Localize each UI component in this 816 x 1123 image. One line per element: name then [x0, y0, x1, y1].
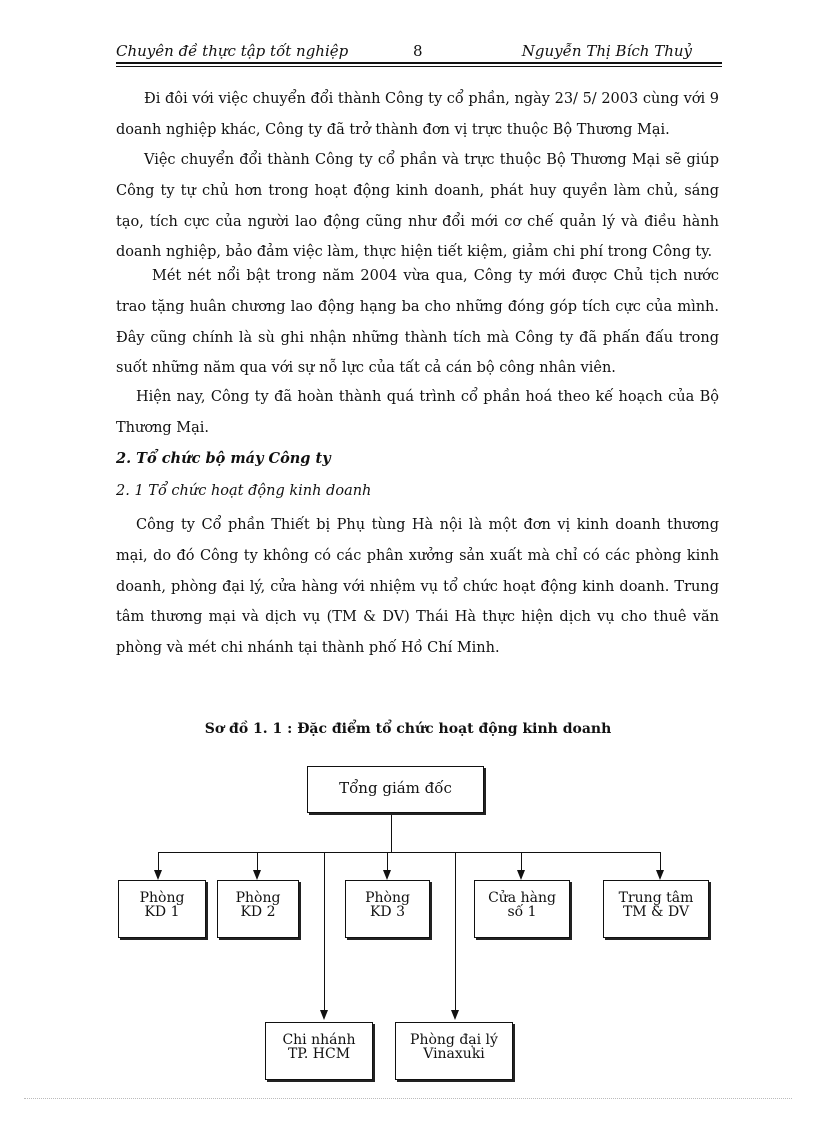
subsection-heading: 2. 1 Tổ chức hoạt động kinh doanh — [116, 483, 372, 499]
section-heading: 2. Tổ chức bộ máy Công ty — [116, 450, 331, 467]
connector-branch-hcm — [324, 852, 325, 1016]
node-general-director — [307, 766, 484, 813]
paragraph-3: Mét nét nổi bật trong năm 2004 vừa qua, Công ty mới được Chủ tịch nước trao tặng huân chương lao động hạng ba cho những đóng góp tích cực của mình. Đây cũng chính là sù ghi nhận những thành tích mà Công ty đã phấn đấu trong suốt những năm qua với sự nỗ lực của tất cả cán bộ công nhân viên. — [116, 268, 719, 377]
connector-agency — [455, 852, 456, 1016]
connector-kd2 — [257, 852, 258, 876]
node-branch-hcm — [265, 1022, 373, 1080]
node-label-line1: Phòng đại lý — [410, 1032, 498, 1048]
connector-kd1 — [158, 852, 159, 876]
node-label-line1: Cửa hàng — [488, 890, 556, 906]
node-store-1 — [474, 880, 570, 938]
paragraph-4: Hiện nay, Công ty đã hoàn thành quá trình cổ phần hoá theo kế hoạch của Bộ Thương Mại. — [116, 389, 719, 436]
branch-line — [158, 852, 661, 853]
node-label-line1: Phòng — [235, 890, 281, 906]
node-trade-center — [603, 880, 709, 938]
node-label-line1: Phòng — [139, 890, 185, 906]
node-label-line2: Vinaxuki — [423, 1046, 485, 1062]
node-label-line2: TM & DV — [622, 904, 690, 920]
page-bottom-border — [24, 1098, 792, 1099]
node-kd2 — [217, 880, 299, 938]
node-label-line1: Phòng — [365, 890, 410, 906]
header-rule — [116, 62, 722, 64]
node-label-line2: KD 3 — [369, 904, 406, 920]
paragraph-5: Công ty Cổ phần Thiết bị Phụ tùng Hà nội là một đơn vị kinh doanh thương mại, do đó Công ty không có các phân xưởng sản xuất mà chỉ có các phòng kinh doanh, phòng đại lý, cửa hàng với nhiệm vụ tổ chức hoạt động kinh doanh. Trung tâm thương mại và dịch vụ (TM & DV) Thái Hà thực hiện dịch vụ cho thuê văn phòng và mét chi nhánh tại thành phố Hồ Chí Minh. — [116, 517, 719, 657]
node-label-line1: Chi nhánh — [282, 1032, 356, 1048]
root-connector — [391, 813, 392, 853]
node-kd3 — [345, 880, 430, 938]
node-label-line2: KD 2 — [240, 904, 276, 920]
author-name: Nguyễn Thị Bích Thuỷ — [521, 42, 692, 60]
document-title: Chuyên đề thực tập tốt nghiệp — [116, 42, 349, 60]
node-kd1 — [118, 880, 206, 938]
paragraph-1: Đi đôi với việc chuyển đổi thành Công ty cổ phần, ngày 23/ 5/ 2003 cùng với 9 doanh nghiệp khác, Công ty đã trở thành đơn vị trực thuộc Bộ Thương Mại. — [116, 91, 719, 138]
node-general-director-label: Tổng giám đốc — [339, 779, 452, 797]
node-label-line2: TP. HCM — [287, 1046, 351, 1062]
node-label-line1: Trung tâm — [618, 890, 694, 906]
page-number: 8 — [413, 42, 423, 60]
connector-store — [521, 852, 522, 876]
page-header — [116, 38, 722, 62]
node-agency-vinaxuki — [395, 1022, 513, 1080]
paragraph-2: Việc chuyển đổi thành Công ty cổ phần và trực thuộc Bộ Thương Mại sẽ giúp Công ty tự chủ hơn trong hoạt động kinh doanh, phát huy quyền làm chủ, sáng tạo, tích cực của người lao động cũng như đổi mới cơ chế quản lý và điều hành doanh nghiệp, bảo đảm việc làm, thực hiện tiết kiệm, giảm chi phí trong Công ty. — [116, 152, 719, 261]
connector-center — [660, 852, 661, 876]
diagram-caption: Sơ đồ 1. 1 : Đặc điểm tổ chức hoạt động kinh doanh — [204, 721, 612, 737]
header-rule-thin — [116, 66, 722, 67]
connector-kd3 — [387, 852, 388, 876]
node-label-line2: KD 1 — [144, 904, 180, 920]
node-label-line2: số 1 — [507, 904, 537, 920]
